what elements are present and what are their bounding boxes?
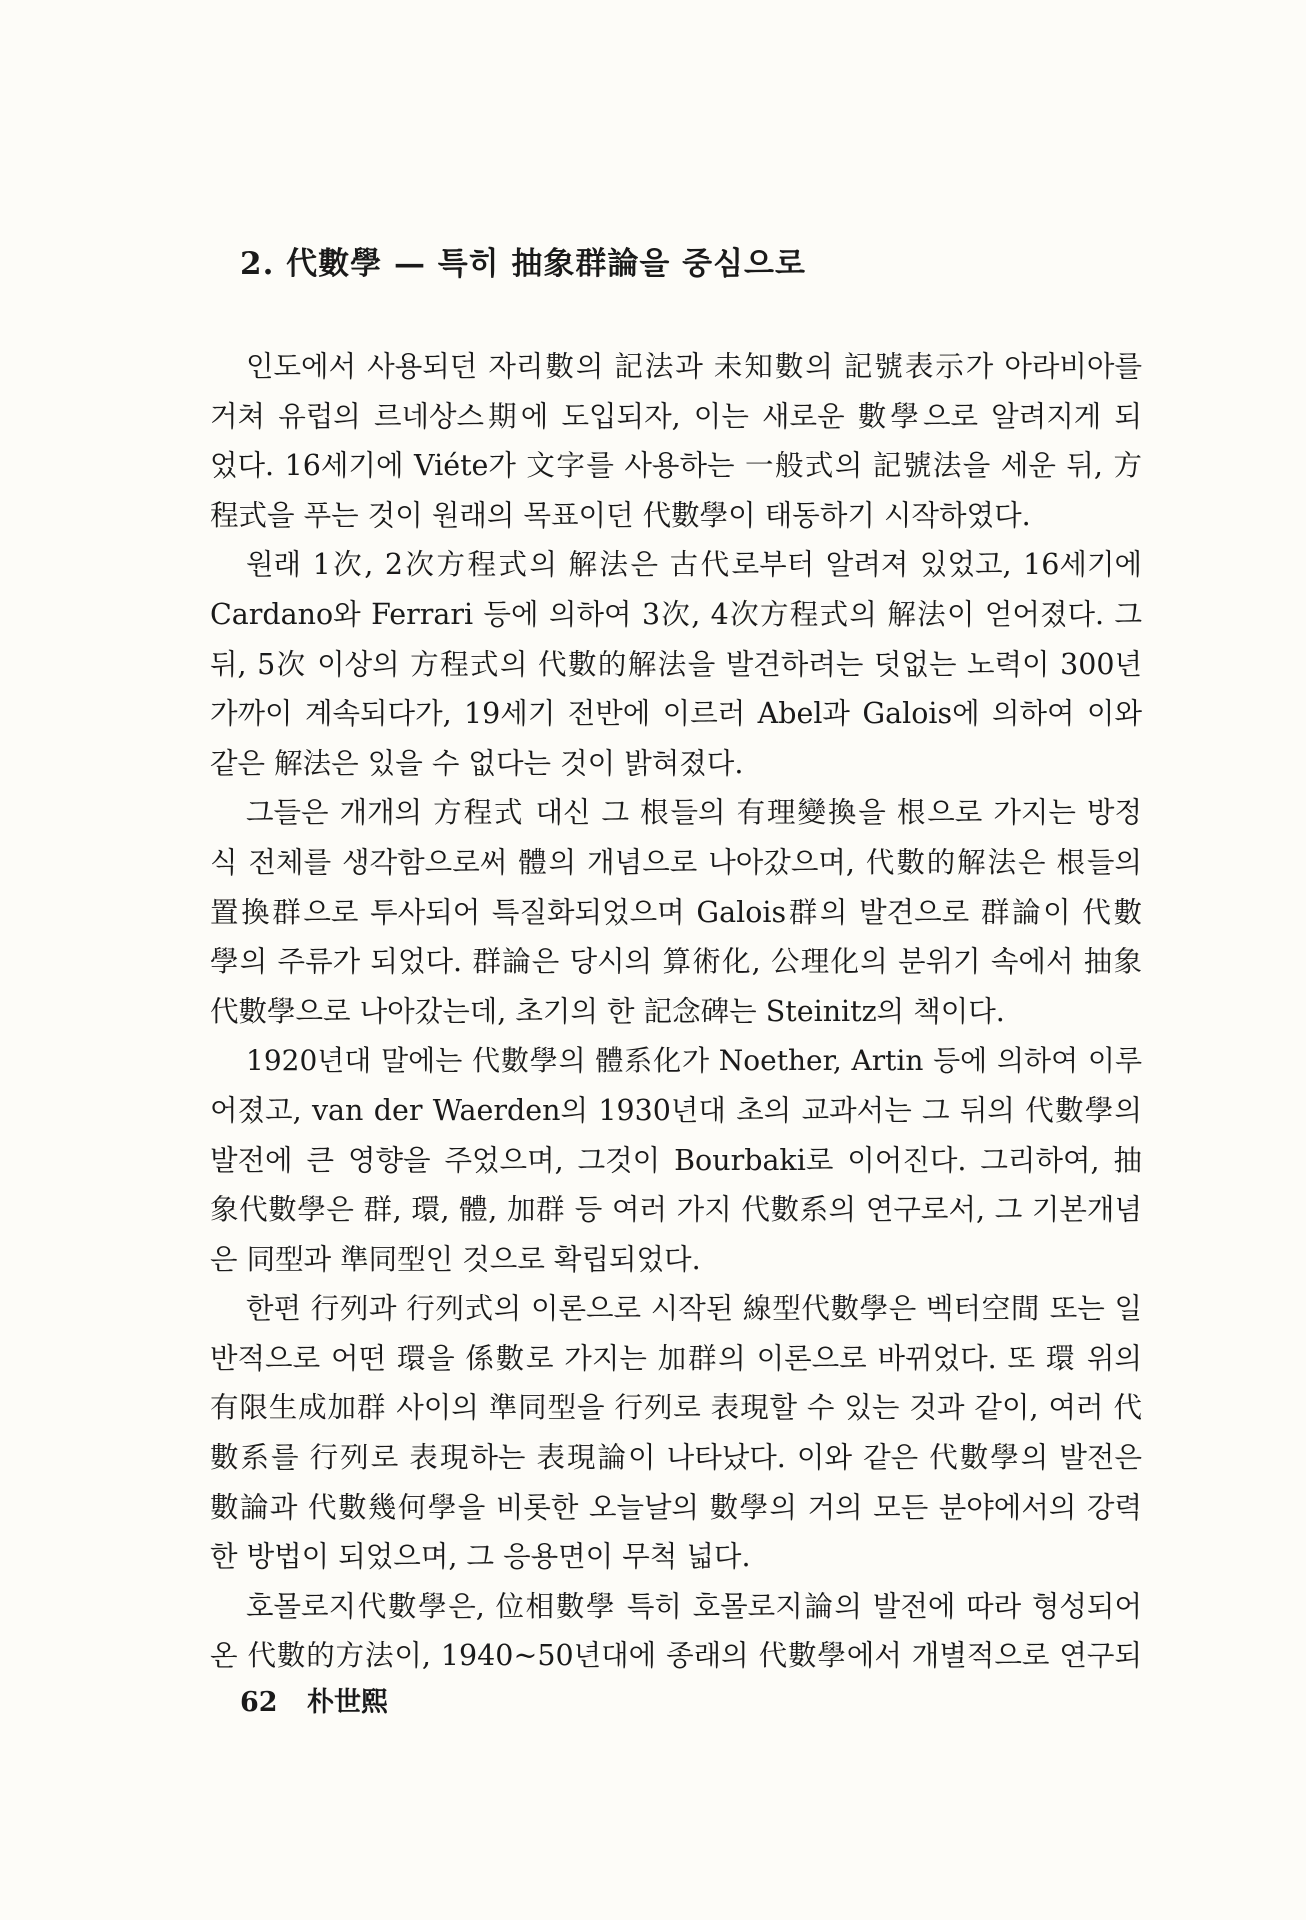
text-line: Cardano와 Ferrari 등에 의하여 3次, 4次方程式의 解法이 얻어졌다. 그 bbox=[210, 597, 1142, 631]
text-line: 한 방법이 되었으며, 그 응용면이 무척 넓다. bbox=[210, 1540, 751, 1574]
text-line: 은 同型과 準同型인 것으로 확립되었다. bbox=[210, 1242, 701, 1276]
text-line: 반적으로 어떤 環을 係數로 가지는 加群의 이론으로 바뀌었다. 또 環 위의 bbox=[210, 1341, 1142, 1375]
text-line: 數系를 行列로 表現하는 表現論이 나타났다. 이와 같은 代數學의 발전은 bbox=[210, 1441, 1142, 1475]
text-line: 1920년대 말에는 代數學의 體系化가 Noether, Artin 등에 의하여 이루 bbox=[246, 1044, 1142, 1078]
text-line: 置換群으로 투사되어 특질화되었으며 Galois群의 발견으로 群論이 代數 bbox=[210, 895, 1142, 929]
author-name: 朴世熙 bbox=[306, 1687, 388, 1718]
text-line: 象代數學은 群, 環, 體, 加群 등 여러 가지 代數系의 연구로서, 그 기본개념 bbox=[210, 1193, 1142, 1227]
text-line: 數論과 代數幾何學을 비롯한 오늘날의 數學의 거의 모든 분야에서의 강력 bbox=[210, 1490, 1142, 1524]
text-line: 어졌고, van der Waerden의 1930년대 초의 교과서는 그 뒤의 代數學의 bbox=[210, 1093, 1142, 1127]
body-text bbox=[210, 342, 1142, 1681]
text-line: 有限生成加群 사이의 準同型을 行列로 表現할 수 있는 것과 같이, 여러 代 bbox=[210, 1391, 1142, 1425]
text-line: 인도에서 사용되던 자리數의 記法과 未知數의 記號表示가 아라비아를 bbox=[246, 350, 1142, 383]
text-line: 한편 行列과 行列式의 이론으로 시작된 線型代數學은 벡터空間 또는 일 bbox=[246, 1292, 1142, 1326]
text-line: 식 전체를 생각함으로써 體의 개념으로 나아갔으며, 代數的解法은 根들의 bbox=[210, 845, 1142, 879]
text-line: 그들은 개개의 方程式 대신 그 根들의 有理變換을 根으로 가지는 방정 bbox=[246, 796, 1142, 830]
text-line: 호몰로지代數學은, 位相數學 특히 호몰로지論의 발전에 따라 형성되어 bbox=[246, 1589, 1142, 1623]
text-line: 었다. 16세기에 Viéte가 文字를 사용하는 一般式의 記號法을 세운 뒤, 方 bbox=[210, 449, 1142, 483]
text-line: 원래 1次, 2次方程式의 解法은 古代로부터 알려져 있었고, 16세기에 bbox=[246, 548, 1142, 582]
text-line: 가까이 계속되다가, 19세기 전반에 이르러 Abel과 Galois에 의하여 이와 bbox=[210, 697, 1142, 731]
text-line: 같은 解法은 있을 수 없다는 것이 밝혀졌다. bbox=[210, 746, 744, 780]
text-line: 온 代數的方法이, 1940~50년대에 종래의 代數學에서 개별적으로 연구되 bbox=[210, 1639, 1142, 1673]
section-title: 2. 代數學 — 특히 抽象群論을 중심으로 bbox=[240, 246, 806, 282]
text-line: 뒤, 5次 이상의 方程式의 代數的解法을 발견하려는 덧없는 노력이 300년 bbox=[210, 647, 1142, 681]
page-footer bbox=[240, 1680, 388, 1719]
text-line: 程式을 푸는 것이 원래의 목표이던 代數學이 태동하기 시작하였다. bbox=[210, 498, 1031, 532]
text-line: 代數學으로 나아갔는데, 초기의 한 記念碑는 Steinitz의 책이다. bbox=[210, 994, 1005, 1028]
text-line: 學의 주류가 되었다. 群論은 당시의 算術化, 公理化의 분위기 속에서 抽象 bbox=[210, 945, 1142, 979]
page-number: 62 bbox=[240, 1687, 278, 1718]
text-line: 거쳐 유럽의 르네상스期에 도입되자, 이는 새로운 數學으로 알려지게 되 bbox=[210, 399, 1142, 433]
text-line: 발전에 큰 영향을 주었으며, 그것이 Bourbaki로 이어진다. 그리하여, 抽 bbox=[210, 1143, 1142, 1177]
